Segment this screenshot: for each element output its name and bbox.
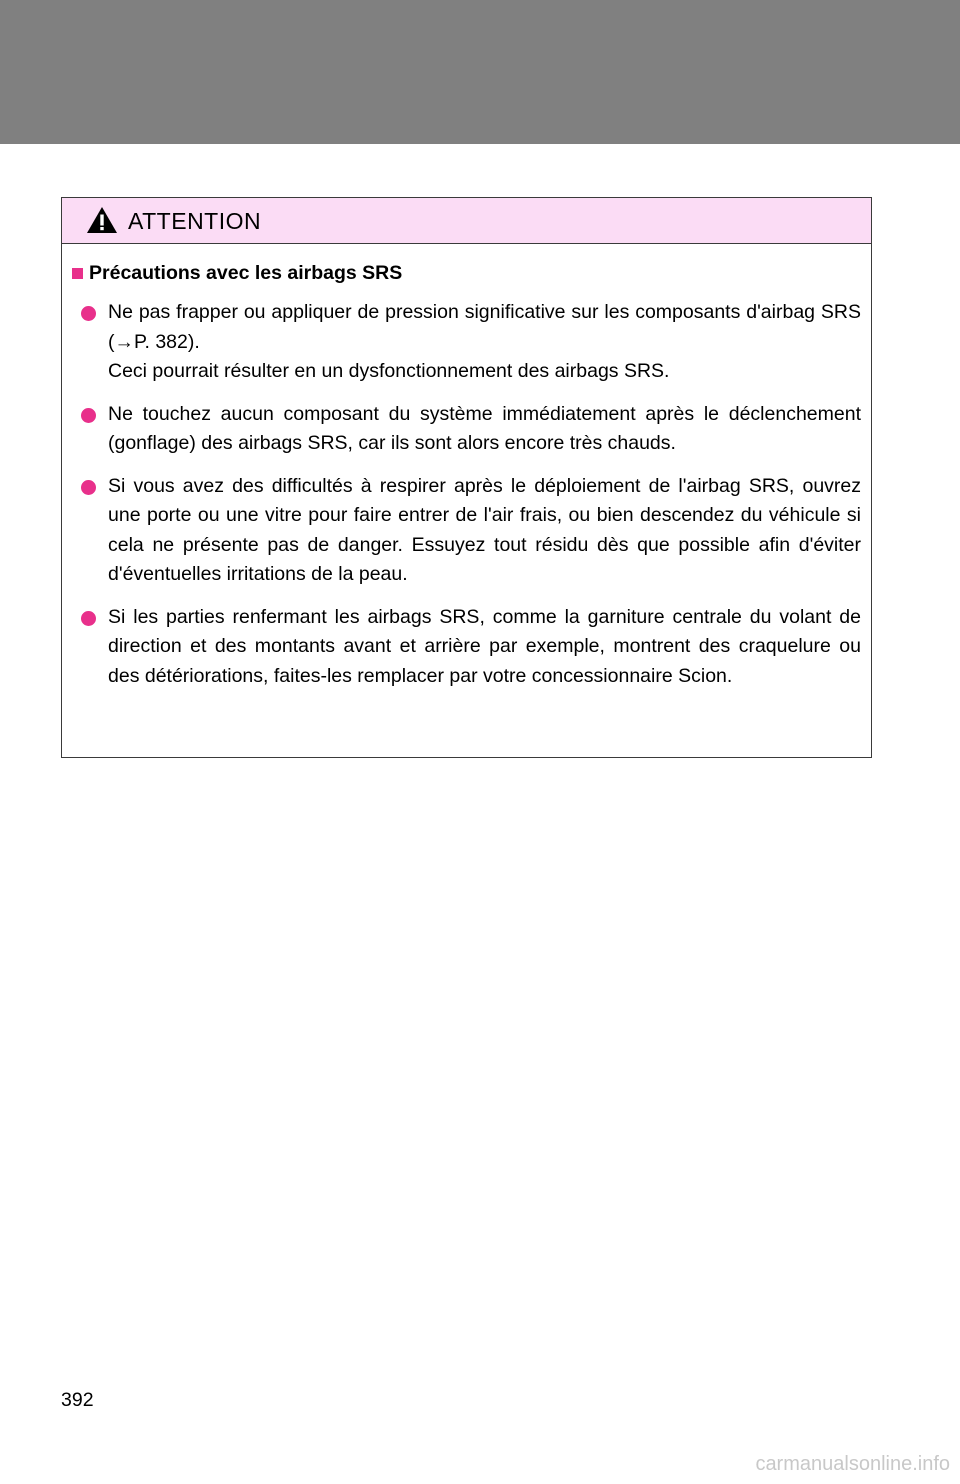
list-item-text-continued: Ceci pourrait résulter en un dysfonctionnement des airbags SRS. xyxy=(108,360,670,382)
list-item-text: Si les parties renfermant les airbags SRS, comme la garniture centrale du volant de direction et des montants avant et arrière par exemple, montrent des craquelure ou des détériorations, faites-les remplacer par votre concessionnaire Scion. xyxy=(108,605,861,687)
section-heading xyxy=(72,260,861,286)
bullet-dot-icon xyxy=(81,480,96,495)
bullet-dot-icon xyxy=(81,306,96,321)
attention-title: ATTENTION xyxy=(128,208,262,234)
list-item xyxy=(72,400,861,459)
section-heading-text: Précautions avec les airbags SRS xyxy=(89,262,403,284)
airbag-precautions-section xyxy=(72,260,861,704)
list-item xyxy=(72,298,861,387)
watermark-text: carmanualsonline.info xyxy=(755,1453,950,1475)
bullet-dot-icon xyxy=(81,408,96,423)
attention-header xyxy=(62,198,871,244)
list-item xyxy=(72,472,861,590)
warning-triangle-icon xyxy=(86,206,118,234)
attention-box xyxy=(61,197,872,758)
bullet-dot-icon xyxy=(81,611,96,626)
page-number: 392 xyxy=(61,1389,94,1411)
precautions-list xyxy=(72,298,861,691)
list-item xyxy=(72,603,861,692)
list-item-text: Si vous avez des difficultés à respirer après le déploiement de l'airbag SRS, ouvrez une porte ou une vitre pour faire entrer de l'air frais, ou bien descendez du véhicule si cela ne présente pas de danger. Essuyez tout résidu dès que possible afin d'éviter d'éventuelles irritations de la peau. xyxy=(108,474,861,585)
list-item-text: Ne touchez aucun composant du système immédiatement après le déclenchement (gonflage) des airbags SRS, car ils sont alors encore très chauds. xyxy=(108,402,861,454)
square-bullet-icon xyxy=(72,268,83,279)
list-item-text: Ne pas frapper ou appliquer de pression significative sur les composants d'airbag SRS (→P. 382). xyxy=(108,301,861,353)
header-band xyxy=(0,0,960,144)
